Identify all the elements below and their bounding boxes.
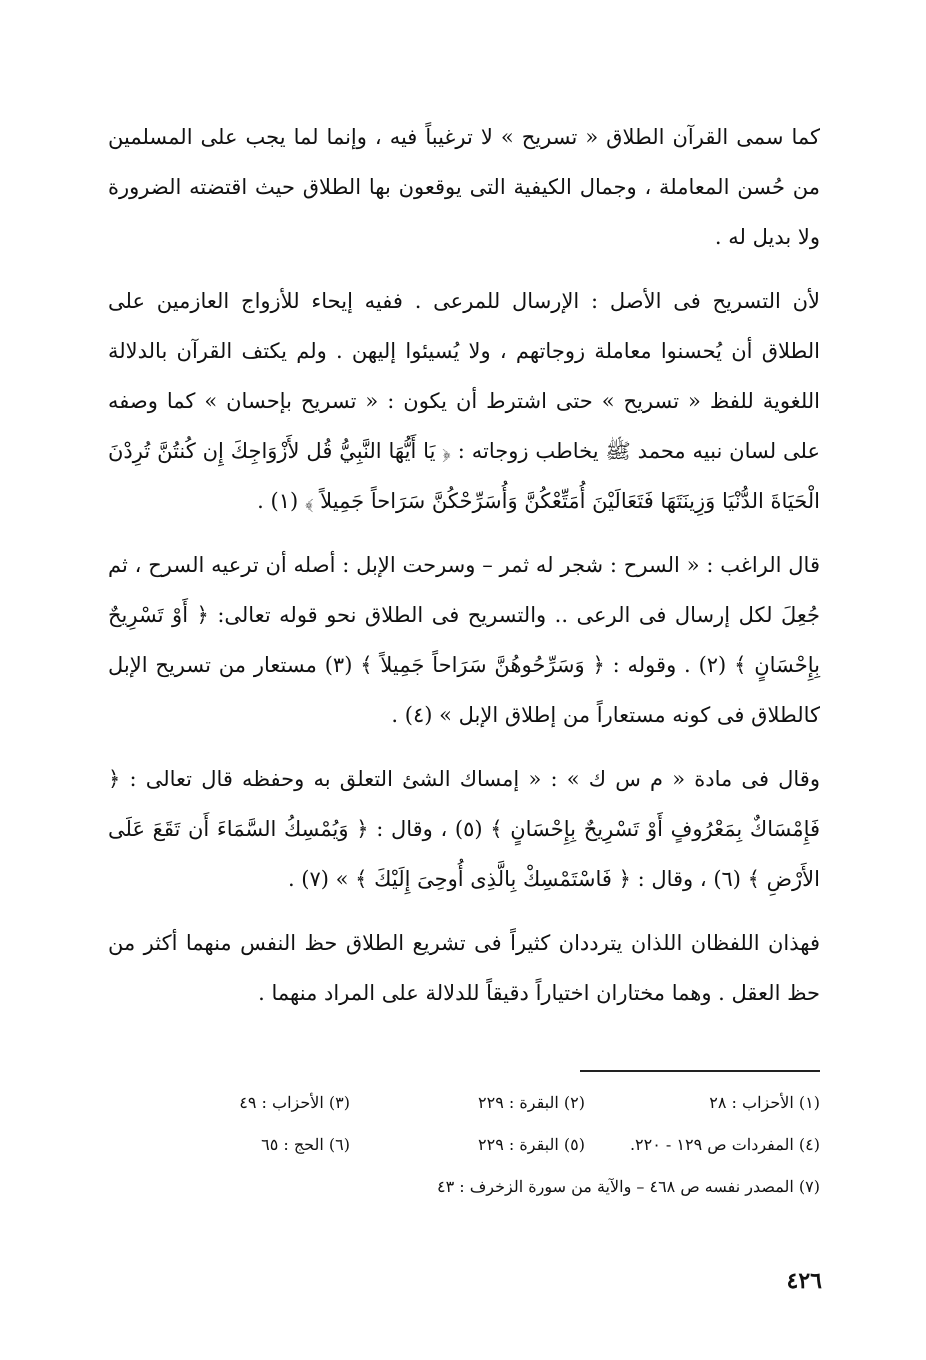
footnote-2: (٢) البقرة : ٢٢٩	[478, 1093, 585, 1112]
footnote-1: (١) الأحزاب : ٢٨	[709, 1093, 820, 1112]
main-text	[108, 112, 820, 1032]
paragraph-2: لأن التسريح فى الأصل : الإرسال للمرعى . ففيه إيحاء للأزواج العازمين على الطلاق أن يُحسنوا معاملة زوجاتهم ، ولا يُسيئوا إليهن . ولم يكتف القرآن بالدلالة اللغوية للفظ « تسريح » حتى اشترط أن يكون : « تسريح بإحسان » كما وصفه على لسان نبيه محمد ﷺ يخاطب زوجاته : ﴿ يَا أَيُّهَا النَّبِيُّ قُل لأَزْوَاجِكَ إِن كُنتُنَّ تُرِدْنَ الْحَيَاةَ الدُّنْيَا وَزِينَتَهَا فَتَعَالَيْنَ أُمَتِّعْكُنَّ وَأُسَرِّحْكُنَّ سَرَاحاً جَمِيلاً ﴾ (١) .	[108, 289, 820, 513]
paragraph-1: كما سمى القرآن الطلاق « تسريح » لا ترغيباً فيه ، وإنما لما يجب على المسلمين من حُسن المعاملة ، وجمال الكيفية التى يوقعون بها الطلاق حيث اقتضته الضرورة ولا بديل له .	[108, 125, 820, 249]
paragraph-4: وقال فى مادة « م س ك » : « إمساك الشئ التعلق به وحفظه قال تعالى : ﴿ فَإِمْسَاكٌ بِمَعْرُوفٍ أَوْ تَسْرِيحٌ بِإِحْسَانٍ ﴾ (٥) ، وقال : ﴿ وَيُمْسِكُ السَّمَاءَ أَن تَقَعَ عَلَى الأَرْضِ ﴾ (٦) ، وقال : ﴿ فَاسْتَمْسِكْ بِالَّذِى أُوحِىَ إِلَيْكَ ﴾ » (٧) .	[108, 767, 821, 891]
footnote-4: (٤) المفردات ص ١٢٩ - ٢٢٠.	[629, 1135, 820, 1154]
page-number: ٤٢٦	[786, 1268, 822, 1294]
paragraph-5: فهذان اللفظان اللذان يترددان كثيراً فى تشريع الطلاق حظ النفس منهما أكثر من حظ العقل . وهما مختاران اختياراً دقيقاً للدلالة على المراد منهما .	[108, 931, 820, 1005]
footnote-row-2	[120, 1134, 820, 1156]
paragraph-3: قال الراغب : « السرح : شجر له ثمر – وسرحت الإبل : أصله أن ترعيه السرح ، ثم جُعِلَ لكل إرسال فى الرعى .. والتسريح فى الطلاق نحو قوله تعالى: ﴿ أَوْ تَسْرِيحٌ بِإِحْسَانٍ ﴾ (٢) . وقوله : ﴿ وَسَرِّحُوهُنَّ سَرَاحاً جَمِيلاً ﴾ (٣) مستعار من تسريح الإبل كالطلاق فى كونه مستعاراً من إطلاق الإبل » (٤) .	[108, 553, 820, 727]
footnote-7: (٧) المصدر نفسه ص ٤٦٨ – والآية من سورة الزخرف : ٤٣	[436, 1177, 820, 1196]
footnote-6: (٦) الحج : ٦٥	[261, 1135, 350, 1154]
footnote-3: (٣) الأحزاب : ٤٩	[239, 1093, 350, 1112]
footnote-divider	[580, 1070, 820, 1072]
footnote-row-3	[120, 1176, 820, 1198]
footnotes	[120, 1092, 820, 1218]
footnote-row-1	[120, 1092, 820, 1114]
footnote-5: (٥) البقرة : ٢٢٩	[478, 1135, 585, 1154]
